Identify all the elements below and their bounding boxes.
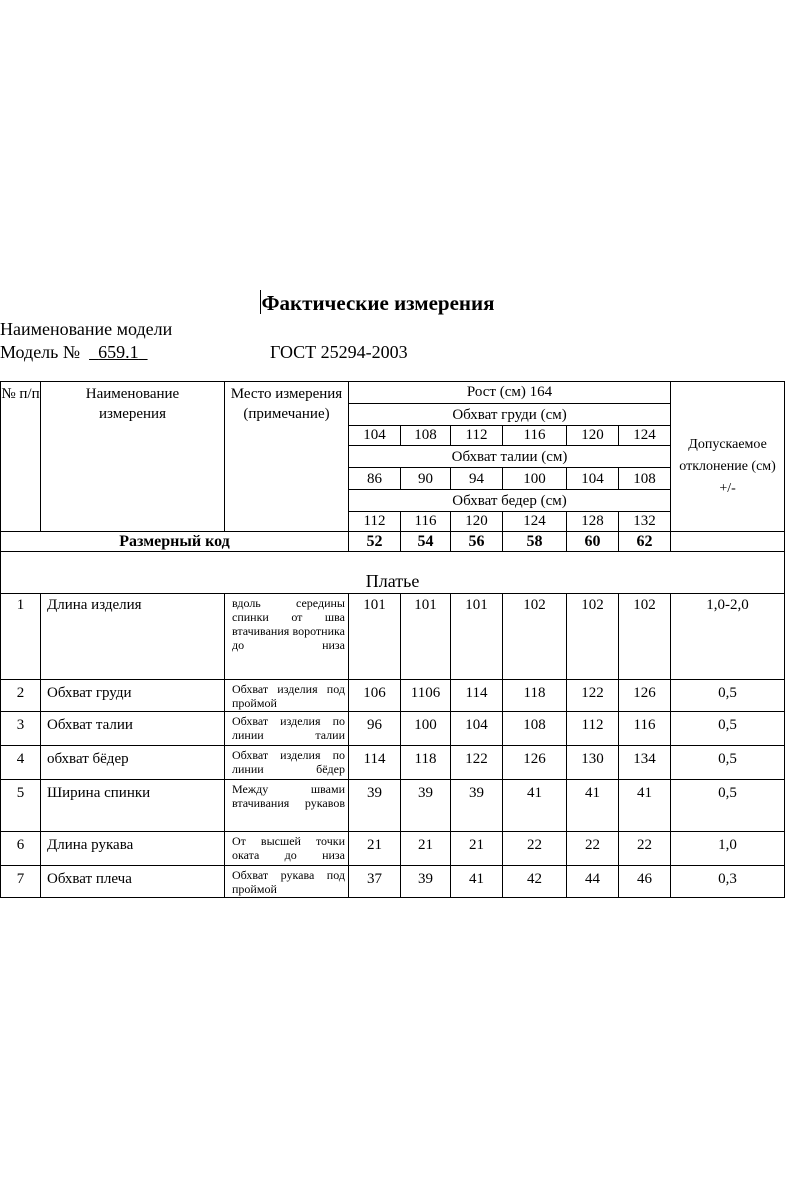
document-title-text: Фактические измерения [261,291,495,315]
row-value: 102 [567,594,619,680]
row-deviation: 0,5 [671,780,785,832]
row-measurement-place: Обхват изделия под проймой [225,680,349,712]
size-code: 54 [401,532,451,552]
size-code: 52 [349,532,401,552]
section-row [1,552,785,594]
table-row [1,832,785,866]
chest-value: 116 [503,426,567,446]
table-row [1,712,785,746]
header-chest: Обхват груди (см) [349,404,671,426]
row-measurement-name: Обхват талии [41,712,225,746]
row-measurement-place: Обхват изделия по линии бёдер [225,746,349,780]
row-value: 101 [451,594,503,680]
row-deviation: 1,0 [671,832,785,866]
chest-value: 104 [349,426,401,446]
row-number: 7 [1,866,41,898]
row-value: 114 [349,746,401,780]
size-code-empty [671,532,785,552]
table-row [1,594,785,680]
waist-value: 108 [619,468,671,490]
row-value: 44 [567,866,619,898]
size-code-row [1,532,785,552]
section-title: Платье [1,552,785,594]
header-measurement-name: Наименование измерения [41,382,225,532]
row-value: 22 [567,832,619,866]
header-number: № п/п [1,382,41,532]
row-measurement-name: Длина рукава [41,832,225,866]
table-row [1,746,785,780]
row-measurement-name: Обхват плеча [41,866,225,898]
row-number: 1 [1,594,41,680]
header-deviation: Допускаемое отклонение (см) +/- [671,404,785,532]
header-measurement-place: Место измерения (примечание) [225,382,349,532]
row-value: 126 [619,680,671,712]
row-number: 3 [1,712,41,746]
size-code: 62 [619,532,671,552]
row-value: 1106 [401,680,451,712]
row-value: 39 [349,780,401,832]
row-measurement-name: Длина изделия [41,594,225,680]
hips-value: 132 [619,512,671,532]
row-value: 101 [401,594,451,680]
row-measurement-place: От высшей точки оката до низа [225,832,349,866]
row-value: 126 [503,746,567,780]
header-deviation-top [671,382,785,404]
row-measurement-place: Обхват рукава под проймой [225,866,349,898]
model-number-value: 659.1 [98,342,139,362]
size-code: 56 [451,532,503,552]
waist-value: 100 [503,468,567,490]
size-code-label: Размерный код [1,532,349,552]
row-value: 118 [401,746,451,780]
row-value: 39 [401,866,451,898]
row-measurement-name: обхват бёдер [41,746,225,780]
chest-value: 120 [567,426,619,446]
row-value: 122 [451,746,503,780]
row-value: 39 [401,780,451,832]
hips-value: 112 [349,512,401,532]
header-waist: Обхват талии (см) [349,446,671,468]
row-measurement-place: Обхват изделия по линии талии [225,712,349,746]
row-value: 108 [503,712,567,746]
row-value: 41 [451,866,503,898]
row-value: 22 [619,832,671,866]
row-value: 41 [567,780,619,832]
chest-value: 108 [401,426,451,446]
waist-value: 86 [349,468,401,490]
header-hips: Обхват бедер (см) [349,490,671,512]
row-value: 21 [401,832,451,866]
row-value: 46 [619,866,671,898]
gost-standard: ГОСТ 25294-2003 [270,342,408,362]
row-value: 37 [349,866,401,898]
row-value: 21 [349,832,401,866]
row-value: 112 [567,712,619,746]
document-title [0,290,754,316]
chest-value: 124 [619,426,671,446]
row-measurement-name: Обхват груди [41,680,225,712]
row-value: 22 [503,832,567,866]
row-measurement-name: Ширина спинки [41,780,225,832]
row-value: 134 [619,746,671,780]
row-value: 118 [503,680,567,712]
model-number-line [0,342,148,363]
chest-value: 112 [451,426,503,446]
row-measurement-place: вдоль середины спинки от шва втачивания воротника до низа [225,594,349,680]
row-deviation: 0,5 [671,680,785,712]
row-value: 96 [349,712,401,746]
waist-value: 104 [567,468,619,490]
row-value: 41 [619,780,671,832]
row-value: 101 [349,594,401,680]
waist-value: 90 [401,468,451,490]
row-number: 5 [1,780,41,832]
row-number: 2 [1,680,41,712]
row-value: 39 [451,780,503,832]
row-value: 102 [619,594,671,680]
row-value: 100 [401,712,451,746]
text-cursor [260,290,261,314]
row-value: 21 [451,832,503,866]
row-value: 114 [451,680,503,712]
size-code: 60 [567,532,619,552]
hips-value: 120 [451,512,503,532]
hips-value: 124 [503,512,567,532]
row-value: 106 [349,680,401,712]
row-value: 41 [503,780,567,832]
waist-value: 94 [451,468,503,490]
row-deviation: 0,5 [671,746,785,780]
table-row [1,866,785,898]
row-number: 4 [1,746,41,780]
row-value: 42 [503,866,567,898]
hips-value: 116 [401,512,451,532]
size-code: 58 [503,532,567,552]
row-value: 104 [451,712,503,746]
row-deviation: 0,3 [671,866,785,898]
row-deviation: 1,0-2,0 [671,594,785,680]
row-deviation: 0,5 [671,712,785,746]
table-row [1,780,785,832]
hips-value: 128 [567,512,619,532]
table-row [1,680,785,712]
row-measurement-place: Между швами втачивания рукавов [225,780,349,832]
measurements-table [0,381,785,898]
row-value: 102 [503,594,567,680]
row-value: 122 [567,680,619,712]
model-name-label: Наименование модели [0,319,173,339]
row-number: 6 [1,832,41,866]
model-number-label: Модель № [0,342,81,362]
row-value: 130 [567,746,619,780]
header-height: Рост (см) 164 [349,382,671,404]
row-value: 116 [619,712,671,746]
